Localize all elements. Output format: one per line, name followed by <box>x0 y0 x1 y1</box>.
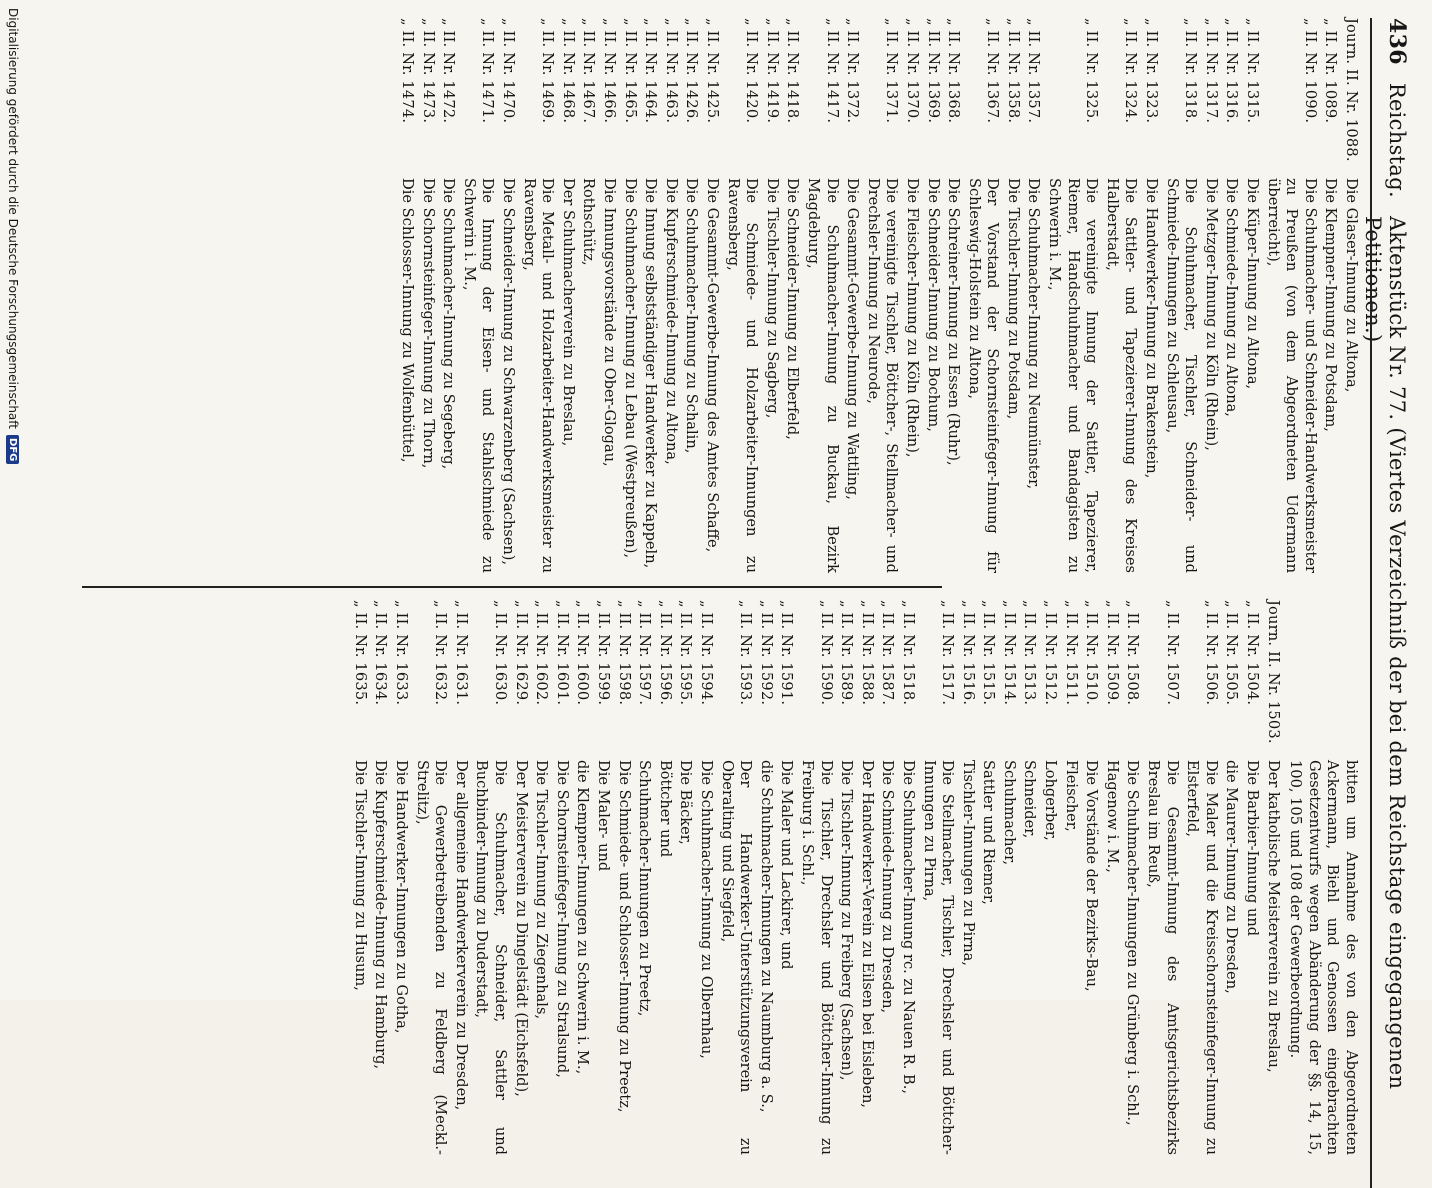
digitization-footer <box>0 0 26 1000</box>
petitioner-name: Die Schmiede-Innung zu Dresden, <box>879 760 897 1014</box>
petitioner-name: Die Schuhmacher-Innung zu Buckau, Bezirk Magdeburg, <box>804 178 841 573</box>
petitioner-name: Die Schneider-Innung zu Schwarzenberg (Sachsen), <box>500 178 518 566</box>
petitioner-name: Die Schornsteinfeger-Innung zu Stralsund, <box>553 760 571 1078</box>
petitioner-name: Die Schuhmacher-Innung rc. zu Nauen R. B., <box>899 760 917 1094</box>
journal-reference: „ II. Nr. 1599. <box>595 600 613 706</box>
petitioner-name: Die Handwerker-Innungen zu Gotha, <box>393 760 411 1034</box>
petitioner-name: Die Kupferschmiede-Innung zu Hamburg, <box>372 760 390 1070</box>
petition-entry <box>1242 18 1261 573</box>
petition-entry <box>902 18 921 573</box>
petitioner-name: Die Metzger-Innung zu Köln (Rhein), <box>1202 178 1220 451</box>
petition-entry <box>620 18 639 573</box>
petitioner-name: Der Vorstand der Schornsteinfeger-Innung für Schleswig-Holstein zu Altona, <box>965 178 1002 573</box>
petition-entry <box>803 18 840 573</box>
journal-reference: „ II. Nr. 1512. <box>1042 600 1060 706</box>
petitioner-name: Die Tischler, Drechsler und Böttcher-Innung zu Freiburg i. Schl., <box>798 760 835 1155</box>
petition-entry <box>1162 18 1199 573</box>
petitioner-name: Die Gewerbetreibenden zu Feldberg (Meckl.-Strelitz), <box>413 760 450 1155</box>
petition-entry <box>392 600 411 1155</box>
petition-entry <box>878 600 897 1155</box>
petition-entry <box>1102 18 1139 573</box>
petition-entry <box>919 600 956 1155</box>
petition-entry <box>999 600 1018 1155</box>
petition-entry <box>1061 600 1080 1155</box>
journal-reference: „ II. Nr. 1371. <box>883 18 901 124</box>
journal-reference: „ II. Nr. 1509. <box>1103 600 1121 706</box>
journal-reference: „ II. Nr. 1588. <box>858 600 876 706</box>
petition-entry <box>756 600 775 1155</box>
journal-reference: „ II. Nr. 1596. <box>656 600 674 706</box>
journal-reference: „ II. Nr. 1631. <box>452 600 470 706</box>
journal-reference: „ II. Nr. 1425. <box>704 18 721 124</box>
journal-reference: „ II. Nr. 1471. <box>479 18 497 124</box>
petition-entry <box>1143 600 1180 1155</box>
petition-entry <box>783 18 802 573</box>
petition-entry <box>1020 600 1039 1155</box>
journal-reference: „ II. Nr. 1474. <box>399 18 417 124</box>
petition-entry <box>1263 18 1319 573</box>
petitioner-name: Die Schuhmacher-Innungen zu Grünberg i. Schl., <box>1124 760 1142 1126</box>
journal-reference: „ II. Nr. 1470. <box>500 18 518 124</box>
petitioner-name: Die vereinigte Innung der Sattler, Tapezierer, Riemer, Handschuhmacher und Bandagisten zu Schwerin i. M., <box>1046 178 1101 573</box>
petition-entry <box>1024 18 1043 573</box>
petition-entry <box>676 600 695 1155</box>
journal-reference: „ II. Nr. 1587. <box>879 600 897 706</box>
petitioner-name: Die Schuhmacher-Innung zu Schalin, <box>683 178 701 454</box>
journal-reference: „ II. Nr. 1324. <box>1122 18 1140 124</box>
petition-entry <box>398 18 417 573</box>
journal-reference: „ II. Nr. 1508. <box>1124 600 1142 706</box>
petition-entry <box>1082 600 1101 1155</box>
journal-reference: „ II. Nr. 1089. <box>1322 18 1340 124</box>
petition-entry <box>511 600 530 1155</box>
petitioner-name: Die Metall- und Holzarbeiter-Handwerksmeister zu Ravensberg, <box>520 178 557 573</box>
petition-entry <box>964 18 1001 573</box>
petition-entry <box>418 18 437 573</box>
petitioner-name: Die Kupferschmiede-Innung zu Altona, <box>662 178 680 465</box>
petitioner-name: Schuhmacher-Innungen zu Preetz, <box>636 760 654 1017</box>
petition-entry <box>439 18 458 573</box>
journal-reference: „ II. Nr. 1464. <box>642 18 660 124</box>
petition-entry <box>1201 18 1220 573</box>
journal-reference: „ II. Nr. 1506. <box>1202 600 1220 706</box>
journal-reference: Journ. II. Nr. 1088. <box>1343 18 1360 162</box>
petition-entry <box>641 18 660 573</box>
journal-reference: „ II. Nr. 1357. <box>1025 18 1043 124</box>
petition-entry <box>451 600 470 1155</box>
petition-entry <box>1123 600 1142 1155</box>
journal-reference: „ II. Nr. 1419. <box>763 18 781 124</box>
petition-entry <box>552 600 571 1155</box>
petition-entry <box>1242 600 1261 1155</box>
petitioner-name: Die Schneider-Innung zu Bochum, <box>924 178 942 432</box>
petitioner-name: Die Schuhmacher, Tischler, Schneider- und Schmiede-Innungen zu Schleusau, <box>1163 178 1200 573</box>
petitioner-name: Die Fleischer-Innung zu Köln (Rhein), <box>903 178 921 458</box>
right-column <box>348 600 1360 1155</box>
petitioner-name: Die Gesammt-Gewerbe-Innung zu Wattling, <box>844 178 862 500</box>
journal-reference: „ II. Nr. 1472. <box>440 18 458 124</box>
petitioner-name: Die Vorstände der Bezirks-Bau, <box>1083 760 1101 992</box>
journal-reference: „ II. Nr. 1468. <box>559 18 577 124</box>
petition-entry <box>472 600 509 1155</box>
journal-reference: „ II. Nr. 1368. <box>945 18 963 124</box>
section-title: Reichstag. <box>1385 82 1409 198</box>
petition-entry <box>843 18 862 573</box>
journal-reference: „ II. Nr. 1466. <box>601 18 619 124</box>
journal-reference: „ II. Nr. 1634. <box>372 600 390 706</box>
petitioner-name: Der allgemeine Handwerkerverein zu Dresden, <box>452 760 470 1111</box>
petition-entry <box>1341 18 1360 573</box>
petitioner-name: Die Bäcker, <box>677 760 695 845</box>
journal-reference: „ II. Nr. 1467. <box>580 18 598 124</box>
header-rule <box>1370 18 1372 1188</box>
journal-reference: „ II. Nr. 1505. <box>1223 600 1241 706</box>
petitioner-name: Die Tischler-Innung zu Sagberg, <box>763 178 781 419</box>
petitioner-name: Die Schuhmacher- und Schneider-Handwerksmeister zu Preußen (von dem Abgeordneten Udermann überreicht), <box>1264 178 1319 573</box>
petition-entry <box>498 18 517 573</box>
petitioner-name: Schneider, <box>1021 760 1039 839</box>
petitioner-name: Die Gesammt-Gewerbe-Innung des Amtes Schaffe, <box>704 178 721 553</box>
petitioner-name: Die Schuhmacher-Innung zu Neumünster, <box>1025 178 1043 490</box>
petitioner-name: Hagenow i. M., <box>1103 760 1121 873</box>
petitioner-name: Die Glaser-Innung zu Altona, <box>1343 178 1360 393</box>
journal-reference: „ II. Nr. 1507. <box>1163 600 1181 706</box>
petition-entry <box>635 600 654 1155</box>
petition-entry <box>614 600 633 1155</box>
petitioner-name: Die Schreiner-Innung zu Essen (Ruhr), <box>945 178 963 466</box>
journal-reference: „ II. Nr. 1318. <box>1182 18 1200 124</box>
journal-reference: „ II. Nr. 1473. <box>419 18 437 124</box>
petition-request-text: bitten um Annahme des von den Abgeordneten Ackermann, Biehl und Genossen eingebrachten Gesetzentwurfs wegen Abänderung der §§. 14, 15, 100, 105 und 108 der Gewerbeordnung. <box>1287 760 1360 1155</box>
petitioner-name: Fleischer, <box>1062 760 1080 832</box>
dfg-logo: DFG <box>7 435 20 464</box>
petitioner-name: Die Maler und die Kreisschornsteinfeger-Innung zu Elsterfeld, <box>1184 760 1220 1155</box>
petition-entry <box>837 600 856 1155</box>
journal-reference: „ II. Nr. 1325. <box>1083 18 1101 124</box>
journal-reference: „ II. Nr. 1602. <box>533 600 551 706</box>
journal-reference: „ II. Nr. 1367. <box>984 18 1002 124</box>
petition-entry <box>1102 600 1121 1155</box>
petition-entry <box>593 600 612 1155</box>
journal-reference: „ II. Nr. 1635. <box>351 600 369 706</box>
journal-reference: „ II. Nr. 1465. <box>621 18 639 124</box>
petition-entry <box>655 600 674 1155</box>
petition-entry <box>1045 18 1101 573</box>
petitioner-name: Die Tischler-Innung zu Freiberg (Sachsen), <box>838 760 856 1081</box>
journal-reference: „ II. Nr. 1598. <box>615 600 633 706</box>
petition-entry <box>350 600 369 1155</box>
journal-reference: „ II. Nr. 1629. <box>512 600 530 706</box>
petition-entry <box>958 600 977 1155</box>
petition-entry <box>777 600 796 1155</box>
petitioner-name: Die Schuhmacher-Innung zu Lebau (Westpreußen), <box>621 178 639 559</box>
petitioner-name: Die Maler- und <box>595 760 613 872</box>
petition-entry <box>1183 600 1220 1155</box>
petition-entry <box>723 18 760 573</box>
petitioner-name: Die Barbier-Innung und <box>1244 760 1262 937</box>
journal-reference: „ II. Nr. 1597. <box>636 600 654 706</box>
journal-reference: „ II. Nr. 1358. <box>1004 18 1022 124</box>
petition-entry <box>1141 18 1160 573</box>
journal-reference: „ II. Nr. 1593. <box>737 600 755 706</box>
petition-entry <box>762 18 781 573</box>
journal-reference: Journ. II. Nr. 1503. <box>1264 600 1282 744</box>
petition-entry <box>797 600 834 1155</box>
petition-entry <box>863 18 900 573</box>
petitioner-name: Die Schneider-Innung zu Elberfeld, <box>784 178 802 440</box>
petition-entry <box>717 600 754 1155</box>
petition-entry <box>459 18 496 573</box>
petition-entry <box>857 600 876 1155</box>
petitioner-name: Die Innung selbstständiger Handwerker zu Kappeln, <box>642 178 660 569</box>
page-header <box>1361 18 1410 1188</box>
left-column <box>396 18 1361 573</box>
petitioner-name: Der Handwerker-Unterstützungsverein zu Oberalting und Siegfeld, <box>718 760 755 1155</box>
petitioner-name: Die Gesammt-Innung des Amtsgerichtsbezirks Breslau im Reuß, <box>1145 760 1181 1155</box>
petitioner-name: Die Tischler-Innung zu Potsdam, <box>1004 178 1022 420</box>
petition-entry <box>1041 600 1060 1155</box>
petition-entry <box>1222 600 1241 1155</box>
petitioner-name: Die Schuhmacher-Innung zu Olbernhau, <box>698 760 715 1059</box>
journal-reference: „ II. Nr. 1518. <box>899 600 917 706</box>
journal-reference: „ II. Nr. 1600. <box>574 600 592 706</box>
journal-reference: „ II. Nr. 1511. <box>1062 600 1080 706</box>
petition-entry <box>661 18 680 573</box>
journal-reference: „ II. Nr. 1632. <box>432 600 450 706</box>
petitioner-name: Der katholische Meisterverein zu Breslau, <box>1264 760 1282 1073</box>
petitioner-name: Böttcher und <box>656 760 674 858</box>
journal-reference: „ II. Nr. 1633. <box>393 600 411 706</box>
journal-reference: „ II. Nr. 1372. <box>844 18 862 124</box>
petitioner-name: Schuhmacher, <box>1000 760 1018 866</box>
journal-reference: „ II. Nr. 1594. <box>698 600 715 706</box>
petition-entry <box>558 18 577 573</box>
journal-reference: „ II. Nr. 1517. <box>939 600 957 706</box>
journal-reference: „ II. Nr. 1426. <box>683 18 701 124</box>
petitioner-name: Die Schuhmacher, Schneider, Sattler und Buchbinder-Innung zu Duderstadt, <box>473 760 510 1155</box>
journal-reference: „ II. Nr. 1420. <box>743 18 761 124</box>
petition-entry <box>573 600 592 1155</box>
petitioner-name: Die Innungsvorstände zu Ober-Glogau, <box>601 178 619 467</box>
petitioner-name: Die Innung der Eisen- und Stahlschmiede zu Schwerin i. M., <box>460 178 497 573</box>
petitioner-name: Die Schornsteinfeger-Innung zu Thorn, <box>419 178 437 469</box>
petition-entry <box>1003 18 1022 573</box>
journal-reference: „ II. Nr. 1630. <box>492 600 510 706</box>
petitioner-name: Die Küper-Innung zu Altona, <box>1244 178 1262 390</box>
journal-reference: „ II. Nr. 1590. <box>817 600 835 706</box>
journal-reference: „ II. Nr. 1418. <box>784 18 802 124</box>
petitioner-name: die Maurer-Innung zu Dresden, <box>1223 760 1241 994</box>
journal-reference: „ II. Nr. 1417. <box>823 18 841 124</box>
journal-reference: „ II. Nr. 1369. <box>924 18 942 124</box>
journal-reference: „ II. Nr. 1315. <box>1244 18 1262 124</box>
petitioner-name: Die Schmiede- und Schlosser-Innung zu Preetz, <box>615 760 633 1113</box>
petitioner-name: Der Meisterverein zu Dingelstädt (Eichsfeld), <box>512 760 530 1097</box>
petitioner-name: Tischler-Innungen zu Pirna, <box>959 760 977 966</box>
document-title: Aktenstück Nr. 77. (Viertes Verzeichniß der bei dem Reichstage eingegangenen Petitionen.) <box>1361 215 1409 1090</box>
journal-reference: „ II. Nr. 1592. <box>757 600 775 706</box>
journal-reference: „ II. Nr. 1510. <box>1083 600 1101 706</box>
petition-entry <box>412 600 449 1155</box>
petitioner-name: Die Handwerker-Innung zu Brakenstein, <box>1143 178 1161 479</box>
petitioner-name: Der Handwerker-Verein zu Eilsen bei Eisleben, <box>858 760 876 1108</box>
journal-reference: „ II. Nr. 1463. <box>662 18 680 124</box>
petitioner-name: die Schuhmacher-Innungen zu Naumburg a. S., <box>757 760 775 1113</box>
petitioner-name: Die Sattler- und Tapezierer-Innung des Kreises Halberstadt, <box>1103 178 1140 573</box>
petition-entry <box>944 18 963 573</box>
footer-credit: Digitalisierung gefördert durch die Deutsche Forschungsgemeinschaft <box>6 8 20 430</box>
journal-reference: „ II. Nr. 1591. <box>778 600 796 706</box>
petitioner-name: Die Tischler-Innung zu Husum, <box>351 760 369 991</box>
journal-reference: „ II. Nr. 1513. <box>1021 600 1039 706</box>
petitioner-name: Sattler und Riemer, <box>980 760 998 905</box>
petitioner-name: Der Schuhmacherverein zu Breslau, <box>559 178 577 447</box>
page-number: 436 <box>1384 18 1410 65</box>
petitioner-name: Die Tischler-Innung zu Ziegenhals, <box>533 760 551 1020</box>
petition-entry <box>1263 600 1282 1155</box>
journal-reference: „ II. Nr. 1316. <box>1223 18 1241 124</box>
petition-entry <box>371 600 390 1155</box>
petition-entry <box>532 600 551 1155</box>
journal-reference: „ II. Nr. 1317. <box>1202 18 1220 124</box>
petition-entry <box>1321 18 1340 573</box>
journal-reference: „ II. Nr. 1514. <box>1000 600 1018 706</box>
journal-reference: „ II. Nr. 1515. <box>980 600 998 706</box>
journal-reference: „ II. Nr. 1504. <box>1244 600 1262 706</box>
petition-entry <box>702 18 721 573</box>
petitioner-name: Die Stellmacher, Tischler, Drechsler und Böttcher-Innungen zu Pirna, <box>920 760 957 1155</box>
petitioner-name: Die Klempner-Innung zu Potsdam, <box>1322 178 1340 432</box>
journal-reference: „ II. Nr. 1323. <box>1143 18 1161 124</box>
petition-entry <box>979 600 998 1155</box>
petition-entry <box>519 18 556 573</box>
petition-entry <box>599 18 618 573</box>
petitioner-name: Die vereinigte Tischler, Böttcher-, Stellmacher- und Drechsler-Innung zu Neurode, <box>864 178 901 573</box>
petition-entry <box>1222 18 1241 573</box>
petitioner-name: Die Schlosser-Innung zu Wolfenbüttel, <box>399 178 417 463</box>
petitioner-name: Lohgerber, <box>1042 760 1060 841</box>
petition-entry <box>923 18 942 573</box>
petition-entry <box>579 18 598 573</box>
journal-reference: „ II. Nr. 1595. <box>677 600 695 706</box>
petitioner-name: Rothschütz, <box>580 178 598 266</box>
journal-reference: „ II. Nr. 1589. <box>838 600 856 706</box>
journal-reference: „ II. Nr. 1516. <box>959 600 977 706</box>
journal-reference: „ II. Nr. 1370. <box>903 18 921 124</box>
journal-reference: „ II. Nr. 1090. <box>1301 18 1319 124</box>
petitioner-name: Die Schuhmacher-Innung zu Segeberg, <box>440 178 458 470</box>
petition-entry <box>898 600 917 1155</box>
journal-reference: „ II. Nr. 1601. <box>553 600 571 706</box>
petitioner-name: Die Schmiede-Innung zu Altona, <box>1223 178 1241 417</box>
petitioner-name: Die Maler und Lackirer, und <box>778 760 796 970</box>
petitioner-name: Die Schmiede- und Holzarbeiter-Innungen zu Ravensberg, <box>724 178 761 573</box>
petition-entry <box>682 18 701 573</box>
column-divider <box>82 586 942 588</box>
petitioner-name: die Klempner-Innungen zu Schwerin i. M., <box>574 760 592 1075</box>
petition-entry <box>696 600 715 1155</box>
journal-reference: „ II. Nr. 1469. <box>539 18 557 124</box>
